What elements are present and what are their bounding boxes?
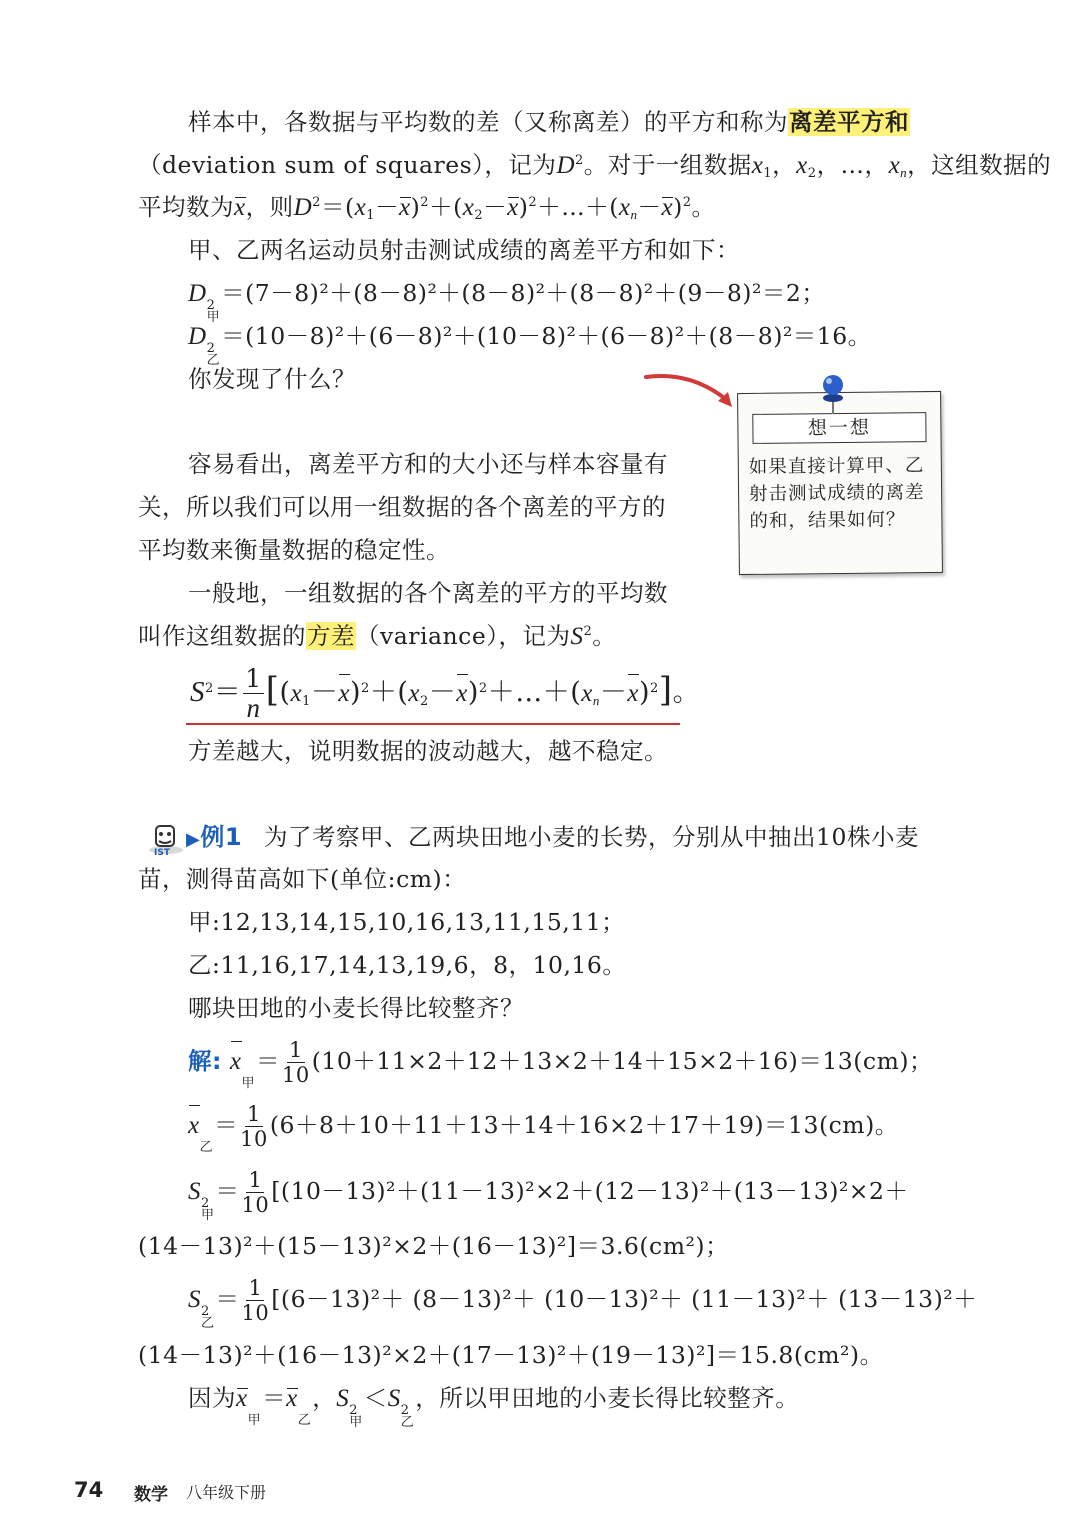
mean-jia: 解: x 甲 ＝ $\frac{1}{10}$ (10＋11×2＋12＋13×2＋14＋15×2＋16)＝13(cm)； xyxy=(188,1034,933,1090)
final-conclusion: 因为x 甲 ＝x 乙 ，S 2 甲 ＜S 2 乙 ，所以甲田地的小麦长得比较整齐。 xyxy=(188,1384,800,1430)
para4-line2: 叫作这组数据的方差（variance），记为$S^2$。 xyxy=(138,622,617,650)
para3-line2: 关，所以我们可以用一组数据的各个离差的平方的 xyxy=(138,493,666,521)
para3-line3: 平均数来衡量数据的稳定性。 xyxy=(138,536,450,564)
example-icon xyxy=(146,820,186,856)
var-jia-line2: (14－13)²＋(15－13)²×2＋(16－13)²]＝3.6(cm²)； xyxy=(138,1232,730,1260)
example-line1: ▶例1 为了考察甲、乙两块田地小麦的长势，分别从中抽出10株小麦 xyxy=(186,823,919,851)
think-note xyxy=(737,391,943,575)
para4-line1: 一般地，一组数据的各个离差的平方的平均数 xyxy=(188,579,668,607)
variance-formula: $S^2=$ $\frac{1}{n}$ $[(x_1-x)^2+(x_2-x)^2+\dots+(x_n-x)^2]$。 xyxy=(190,663,701,723)
example-yi-data: 乙:11,16,17,14,13,19,6，8，10,16。 xyxy=(188,951,627,979)
formula-underline xyxy=(186,723,680,725)
para2-question: 你发现了什么？ xyxy=(188,365,356,393)
grade: 八年级下册 xyxy=(186,1483,267,1502)
para2-intro: 甲、乙两名运动员射击测试成绩的离差平方和如下： xyxy=(188,236,740,264)
example-question: 哪块田地的小麦长得比较整齐？ xyxy=(188,994,524,1022)
d-jia-equation: D 2 甲 ＝(7－8)²＋(8－8)²＋(8－8)²＋(8－8)²＋(9－8)²＝2； xyxy=(188,279,826,325)
subject: 数学 xyxy=(134,1485,168,1505)
page-number: 74 xyxy=(74,1478,104,1502)
solution-label: 解: xyxy=(188,1047,222,1075)
triangle-icon: ▶ xyxy=(186,829,201,850)
example-label: 例1 xyxy=(200,823,243,851)
para1-line1: 样本中，各数据与平均数的差（又称离差）的平方和称为离差平方和 xyxy=(188,108,909,136)
var-jia-line1: S 2 甲 ＝ $\frac{1}{10}$ [(10－13)²＋(11－13)²×2＋(12－13)²＋(13－13)²×2＋ xyxy=(188,1168,909,1223)
note-body: 如果直接计算甲、乙射击测试成绩的离差的和，结果如何？ xyxy=(748,455,925,532)
arrow-icon xyxy=(640,365,740,415)
para3-line1: 容易看出，离差平方和的大小还与样本容量有 xyxy=(188,450,668,478)
svg-text:IST: IST xyxy=(154,848,170,856)
var-yi-line1: S 2 乙 ＝ $\frac{1}{10}$ [(6－13)²＋ (8－13)²＋ (10－13)²＋ (11－13)²＋ (13－13)²＋ xyxy=(188,1276,978,1331)
d-yi-equation: D 2 乙 ＝(10－8)²＋(6－8)²＋(10－8)²＋(6－8)²＋(8－8)²＝16。 xyxy=(188,322,872,368)
term-variance: 方差 xyxy=(307,622,355,650)
example-jia-data: 甲:12,13,14,15,10,16,13,11,15,11； xyxy=(188,908,626,936)
para1-line3: 平均数为x，则$D^2=(x_1-x)^2+(x_2-x)^2+\dots+(x_n-x)^2$。 xyxy=(138,193,716,223)
pin-icon xyxy=(818,372,848,416)
term-deviation-sum: 离差平方和 xyxy=(789,108,909,136)
conclusion: 方差越大，说明数据的波动越大，越不稳定。 xyxy=(188,737,668,765)
para1-line2: （deviation sum of squares），记为$D^2$。对于一组数据$x_1$，$x_2$，…，$x_n$，这组数据的 xyxy=(138,151,1052,181)
note-title: 想一想 xyxy=(752,412,926,444)
var-yi-line2: (14－13)²＋(16－13)²×2＋(17－13)²＋(19－13)²]＝15.8(cm²)。 xyxy=(138,1341,884,1369)
example-line2: 苗，测得苗高如下(单位:cm)： xyxy=(138,865,467,893)
mean-yi: x 乙 ＝ $\frac{1}{10}$ (6＋8＋10＋11＋13＋14＋16×2＋17＋19)＝13(cm)。 xyxy=(188,1098,899,1154)
